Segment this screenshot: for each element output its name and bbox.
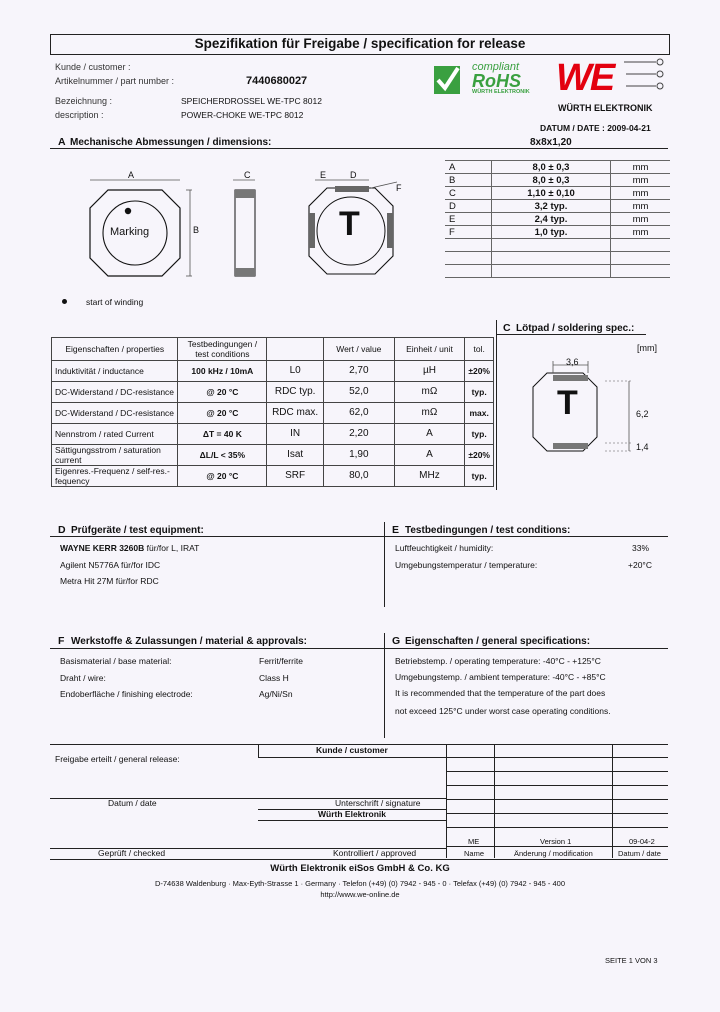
section-c-letter: C [503,322,511,334]
dim-row: A 8,0 ± 0,3 mm [445,161,670,174]
electrode-label: Endoberfläche / finishing electrode: [60,689,193,699]
rev-me: ME [468,837,480,846]
table-row: Induktivität / inductance 100 kHz / 10mA L0 2,70 µH ±20% [52,361,494,382]
we-logo-text: WE [556,57,614,99]
checked-label: Geprüft / checked [98,848,166,858]
date-label: Datum / date [108,798,157,808]
page-title: Spezifikation für Freigabe / specification for release [194,36,526,51]
spec-line: not exceed 125°C under worst case operating conditions. [395,706,611,716]
material-label: Basismaterial / base material: [60,656,172,666]
dim-label-f: F [396,183,402,193]
footer-web: http://www.we-online.de [320,890,400,899]
dim-row: C 1,10 ± 0,10 mm [445,187,670,200]
dim-row: E 2,4 typ. mm [445,213,670,226]
rev-mod-header: Änderung / modification [514,849,593,858]
humidity-label: Luftfeuchtigkeit / humidity: [395,543,494,553]
description-label: description : [55,110,104,120]
signature-label: Unterschrift / signature [335,798,421,808]
rohs-compliant-text: compliant [472,61,520,73]
description-value: POWER-CHOKE WE-TPC 8012 [181,110,304,120]
spec-line: It is recommended that the temperature of the part does [395,688,606,698]
rev-row [446,785,668,786]
wire-label: Draht / wire: [60,673,106,683]
dim-label-b: B [193,225,200,235]
pad-dim-side: 6,2 [636,409,649,419]
rev-date: 09-04-2 [629,837,655,846]
table-row: Eigenres.-Frequenz / self-res.-fequency @ 20 °C SRF 80,0 MHz typ. [52,466,494,487]
table-row: Sättigungsstrom / saturation current ΔL/L < 35% Isat 1,90 A ±20% [52,445,494,466]
section-a-title: Mechanische Abmessungen / dimensions: [70,137,272,148]
spec-line: Betriebstemp. / operating temperature: -40°C - +125°C [395,656,601,666]
section-e-letter: E [392,524,400,536]
dimension-table [445,160,670,278]
section-de-rule [50,536,668,537]
footer-company: Würth Elektronik eiSos GmbH & Co. KG [270,863,450,874]
table-row: Nennstrom / rated Current ΔT = 40 K IN 2,20 A typ. [52,424,494,445]
section-g-letter: G [392,635,401,647]
section-g-title: Eigenschaften / general specifications: [405,636,591,647]
section-f-title: Werkstoffe & Zulassungen / material & approvals: [71,636,307,647]
partno-value: 7440680027 [246,75,308,87]
we-logo [556,56,671,116]
section-de-divider [384,522,385,607]
customer-label: Kunde / customer : [55,62,131,72]
wurth-header: Würth Elektronik [318,809,387,819]
rohs-logo [432,62,544,98]
unit-label: [mm] [637,343,657,353]
dim-row: B 8,0 ± 0,3 mm [445,174,670,187]
wire-value: Class H [259,673,289,683]
table-row: DC-Widerstand / DC-resistance @ 20 °C RDC max. 62,0 mΩ max. [52,403,494,424]
dim-row [445,265,670,278]
section-d-title: Prüfgeräte / test equipment: [71,525,204,536]
start-winding-text: start of winding [86,297,144,307]
page-number: SEITE 1 VON 3 [605,956,658,965]
rev-row [446,799,668,800]
rev-col2 [494,744,495,858]
rev-row [446,757,668,758]
dim-label-c: C [244,170,251,180]
section-c-divider [496,320,497,490]
temperature-value: +20°C [628,560,652,570]
rev-row [446,813,668,814]
rev-date-header: Datum / date [618,849,661,858]
winding-dot-icon [62,299,67,304]
section-c-rule [496,334,646,335]
section-a-letter: A [58,136,66,148]
equipment-item: Agilent N5776A für/for IDC [60,560,161,570]
section-e-title: Testbedingungen / test conditions: [405,525,571,536]
dim-label-a: A [128,170,135,180]
date-label: DATUM / DATE : 2009-04-21 [540,123,651,133]
dim-row: F 1,0 typ. mm [445,226,670,239]
marking-text: Marking [110,226,150,238]
table-header-row: Eigenschaften / properties Testbedingungen / test conditions Wert / value Einheit / unit tol. [52,338,494,361]
rev-col1 [446,744,447,858]
dim-row [445,239,670,252]
size-code: 8x8x1,20 [530,137,572,148]
rev-version: Version 1 [540,837,572,846]
rev-col3 [612,744,613,858]
section-fg-divider [384,633,385,738]
release-col-divider [258,744,259,758]
table-row: DC-Widerstand / DC-resistance @ 20 °C RDC typ. 52,0 mΩ typ. [52,382,494,403]
rev-row [446,827,668,828]
release-label: Freigabe erteilt / general release: [55,754,180,764]
customer-rule [258,757,446,758]
approved-label: Kontrolliert / approved [333,848,417,858]
we-circuit-icon [556,56,671,100]
rev-name-header: Name [464,849,485,858]
footer-address: D-74638 Waldenburg · Max-Eyth-Strasse 1 · Germany · Telefon (+49) (0) 7942 - 945 - 0 · Telefax (+49) (0) 7942 - 945 - 400 [154,879,566,888]
dim-row: D 3,2 typ. mm [445,200,670,213]
rohs-subtext: WÜRTH ELEKTRONIK [472,89,530,95]
pad-dim-bottom: 1,4 [636,442,649,452]
pad-t-mark: T [557,384,578,422]
electrode-value: Ag/Ni/Sn [259,689,293,699]
properties-table [51,337,494,487]
equipment-item: WAYNE KERR 3260B für/for L, IRAT [60,543,200,553]
customer-header: Kunde / customer [316,745,388,755]
pad-dim-top: 3,6 [566,357,579,367]
wurth-sub-rule [258,820,446,821]
bottom-t-mark: T [339,205,360,243]
temperature-label: Umgebungstemperatur / temperature: [395,560,538,570]
rev-row [446,771,668,772]
top-view-drawing [80,168,210,278]
dim-row [445,252,670,265]
material-value: Ferrit/ferrite [259,656,303,666]
rohs-text: RoHS [472,71,521,91]
humidity-value: 33% [632,543,650,553]
side-view-drawing [230,168,270,278]
dim-label-d: D [350,170,357,180]
section-f-letter: F [58,635,65,647]
section-fg-rule [50,648,668,649]
company-name: WÜRTH ELEKTRONIK [558,103,653,113]
dim-label-e: E [320,170,327,180]
section-d-letter: D [58,524,66,536]
spec-line: Umgebungstemp. / ambient temperature: -40°C - +85°C [395,672,606,682]
partno-label: Artikelnummer / part number : [55,76,175,86]
bezeichnung-value: SPEICHERDROSSEL WE-TPC 8012 [181,96,322,106]
bezeichnung-label: Bezeichnung : [55,96,113,106]
section-a-rule [50,148,668,149]
equipment-item: Metra Hit 27M für/for RDC [60,576,159,586]
section-c-title: Lötpad / soldering spec.: [516,323,635,334]
